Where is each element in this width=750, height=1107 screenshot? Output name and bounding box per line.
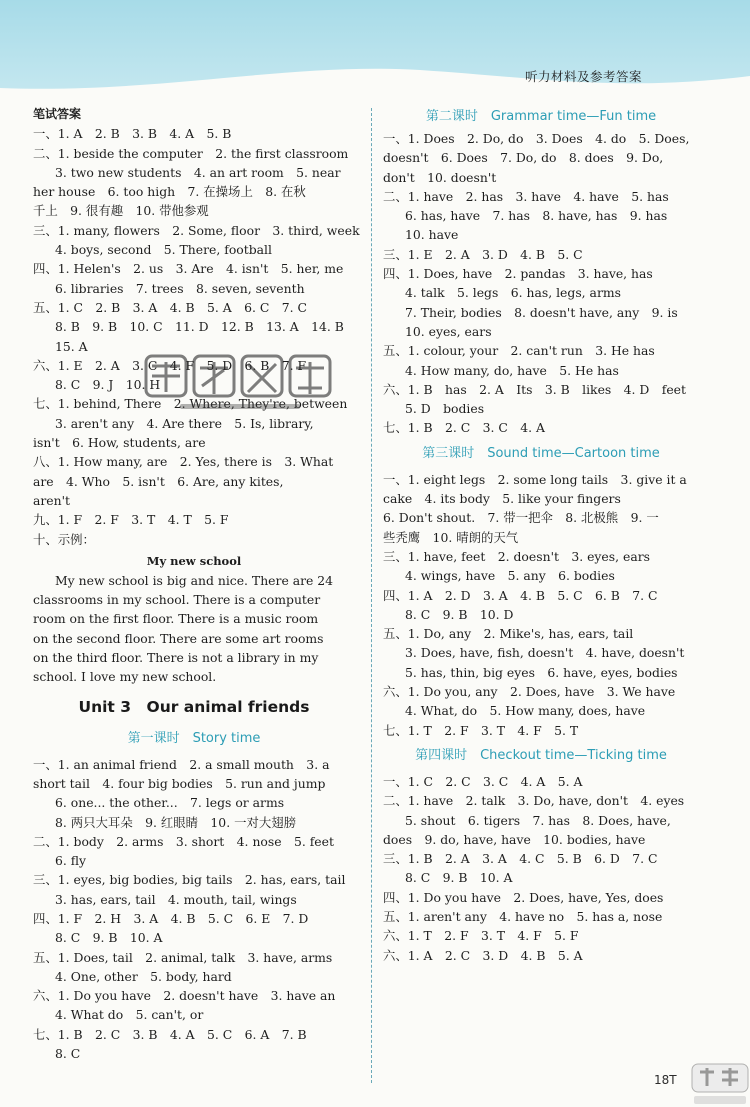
essay-line: room on the first floor. There is a music room xyxy=(33,611,319,627)
answer-line: 4. What, do 5. How many, does, have xyxy=(405,703,646,719)
section-title: 笔试答案 xyxy=(33,107,82,121)
answer-line: 4. boys, second 5. There, football xyxy=(55,242,272,258)
lesson-title: 第三课时 Sound time—Cartoon time xyxy=(422,445,660,461)
answer-line: 五、1. C 2. B 3. A 4. B 5. A 6. C 7. C xyxy=(33,299,307,315)
answer-line: 10. eyes, ears xyxy=(405,323,492,339)
answer-line: aren't xyxy=(33,492,71,508)
answer-line: 七、1. behind, There 2. Where, They're, between xyxy=(33,396,348,412)
answer-line: 3. aren't any 4. Are there 5. Is, library, xyxy=(55,415,314,431)
answer-line: 4. talk 5. legs 6. has, legs, arms xyxy=(405,285,621,301)
answer-line: 二、1. have 2. has 3. have 4. have 5. has xyxy=(383,188,669,204)
answer-line: 一、1. an animal friend 2. a small mouth 3. a xyxy=(33,756,330,772)
essay-title: My new school xyxy=(146,553,242,568)
answer-line: cake 4. its body 5. like your fingers xyxy=(383,491,621,507)
answer-line: 五、1. Do, any 2. Mike's, has, ears, tail xyxy=(383,626,634,642)
answer-line: 四、1. A 2. D 3. A 4. B 5. C 6. B 7. C xyxy=(383,587,658,603)
answer-line: 4. One, other 5. body, hard xyxy=(55,968,232,984)
answer-line: 五、1. Does, tail 2. animal, talk 3. have, arms xyxy=(33,949,333,965)
answer-line: 4. How many, do, have 5. He has xyxy=(405,362,619,378)
answer-line: 五、1. aren't any 4. have no 5. has a, nose xyxy=(383,908,663,924)
answer-line: 一、1. A 2. B 3. B 4. A 5. B xyxy=(33,126,232,142)
answer-line: 四、1. Helen's 2. us 3. Are 4. isn't 5. her, me xyxy=(33,261,344,277)
answer-line: 8. C 9. B 10. D xyxy=(405,606,514,622)
answer-line: 8. 两只大耳朵 9. 红眼睛 10. 一对大翅膀 xyxy=(55,814,297,830)
answer-line: 8. C 9. J 10. H xyxy=(55,377,161,393)
answer-line: 5. D bodies xyxy=(405,401,485,417)
answer-line: 千上 9. 很有趣 10. 带他参观 xyxy=(33,203,209,219)
answer-line: 六、1. E 2. A 3. C 4. F 5. D 6. B 7. F xyxy=(33,357,307,373)
answer-line: 5. shout 6. tigers 7. has 8. Does, have, xyxy=(405,812,671,828)
answer-line: 七、1. B 2. C 3. C 4. A xyxy=(383,420,546,436)
answer-line: 三、1. have, feet 2. doesn't 3. eyes, ears xyxy=(383,548,651,564)
lesson-title: 第二课时 Grammar time—Fun time xyxy=(425,109,657,124)
essay-line: on the second floor. There are some art rooms xyxy=(33,630,324,646)
answer-line: 三、1. B 2. A 3. A 4. C 5. B 6. D 7. C xyxy=(383,851,658,867)
answer-line: 五、1. colour, your 2. can't run 3. He has xyxy=(383,343,655,359)
answer-line: 七、1. T 2. F 3. T 4. F 5. T xyxy=(383,722,579,738)
answer-line: 7. Their, bodies 8. doesn't have, any 9. is xyxy=(405,304,678,320)
unit-title: Unit 3 Our animal friends xyxy=(78,697,310,716)
answer-line: 三、1. E 2. A 3. D 4. B 5. C xyxy=(383,246,583,262)
answer-line: 六、1. Do you have 2. doesn't have 3. have an xyxy=(33,988,336,1004)
answer-line: 四、1. Do you have 2. Does, have, Yes, does xyxy=(383,889,664,905)
answer-line: 15. A xyxy=(55,338,88,354)
answer-line: 一、1. C 2. C 3. C 4. A 5. A xyxy=(383,773,583,789)
answer-line: 些秃鹰 10. 晴朗的天气 xyxy=(383,529,519,545)
answer-line: 3. two new students 4. an art room 5. near xyxy=(55,164,341,180)
answer-line: 十、示例： xyxy=(33,531,95,547)
answer-line: isn't 6. How, students, are xyxy=(33,435,206,451)
header-title: 听力材料及参考答案 xyxy=(524,69,642,84)
answer-line: 6. libraries 7. trees 8. seven, seventh xyxy=(55,280,305,296)
answer-line: 三、1. many, flowers 2. Some, floor 3. third, week xyxy=(33,222,360,238)
answer-line: 八、1. How many, are 2. Yes, there is 3. What xyxy=(33,454,334,470)
answer-line: does 9. do, have, have 10. bodies, have xyxy=(383,831,646,847)
answer-line: 3. Does, have, fish, doesn't 4. have, doesn't xyxy=(405,645,685,661)
answer-line: don't 10. doesn't xyxy=(383,169,497,185)
lesson-title: 第一课时 Story time xyxy=(127,730,261,746)
answer-line: 6. one... the other... 7. legs or arms xyxy=(55,795,285,811)
corner-watermark-logo xyxy=(690,1058,750,1107)
left-column xyxy=(33,105,360,1063)
answer-line: 一、1. Does 2. Do, do 3. Does 4. do 5. Does, xyxy=(383,131,690,146)
answer-line: 6. has, have 7. has 8. have, has 9. has xyxy=(405,208,668,224)
answer-line: 二、1. beside the computer 2. the first classroom xyxy=(33,145,349,161)
answer-line: 四、1. F 2. H 3. A 4. B 5. C 6. E 7. D xyxy=(33,910,309,926)
answer-line: 3. has, ears, tail 4. mouth, tail, wings xyxy=(55,891,297,907)
answer-line: 二、1. have 2. talk 3. Do, have, don't 4. eyes xyxy=(383,793,685,809)
answer-line: short tail 4. four big bodies 5. run and jump xyxy=(33,775,326,791)
answer-line: 10. have xyxy=(405,227,459,243)
answer-line: 8. C xyxy=(55,1046,81,1062)
essay-line: classrooms in my school. There is a computer xyxy=(33,592,321,608)
essay-line: on the third floor. There is not a library in my xyxy=(33,650,319,666)
essay-line: school. I love my new school. xyxy=(33,669,217,685)
answer-line: 六、1. A 2. C 3. D 4. B 5. A xyxy=(383,947,583,963)
column-divider xyxy=(371,108,372,1083)
answer-line: 4. What do 5. can't, or xyxy=(55,1007,204,1023)
answers-block xyxy=(33,124,360,549)
answer-line: doesn't 6. Does 7. Do, do 8. does 9. Do, xyxy=(383,150,664,166)
answer-line: 四、1. Does, have 2. pandas 3. have, has xyxy=(383,266,653,282)
answer-line: 三、1. eyes, big bodies, big tails 2. has, ears, tail xyxy=(33,872,346,888)
answer-line: 8. C 9. B 10. A xyxy=(405,870,513,886)
right-column xyxy=(383,105,699,965)
answer-line: are 4. Who 5. isn't 6. Are, any kites, xyxy=(33,473,284,489)
answer-line: 九、1. F 2. F 3. T 4. T 5. F xyxy=(33,512,229,528)
page-number: 18T xyxy=(654,1073,677,1087)
answer-line: 8. B 9. B 10. C 11. D 12. B 13. A 14. B xyxy=(55,319,344,335)
answer-line: 七、1. B 2. C 3. B 4. A 5. C 6. A 7. B xyxy=(33,1026,307,1042)
answer-line: 4. wings, have 5. any 6. bodies xyxy=(405,568,615,584)
answer-line: 六、1. Do you, any 2. Does, have 3. We have xyxy=(383,684,676,700)
answer-line: her house 6. too high 7. 在操场上 8. 在秋 xyxy=(33,184,306,200)
answer-line: 六、1. B has 2. A Its 3. B likes 4. D feet xyxy=(383,381,686,397)
answer-line: 六、1. T 2. F 3. T 4. F 5. F xyxy=(383,928,579,944)
answer-line: 8. C 9. B 10. A xyxy=(55,930,163,946)
answer-line: 6. fly xyxy=(55,853,87,869)
answer-line: 二、1. body 2. arms 3. short 4. nose 5. feet xyxy=(33,833,334,849)
lesson-title: 第四课时 Checkout time—Ticking time xyxy=(415,747,667,763)
answer-line: 6. Don't shout. 7. 带一把伞 8. 北极熊 9. 一 xyxy=(383,510,659,526)
essay-line: My new school is big and nice. There are 24 xyxy=(55,572,334,588)
answer-line: 一、1. eight legs 2. some long tails 3. give it a xyxy=(383,471,687,487)
answer-line: 5. has, thin, big eyes 6. have, eyes, bodies xyxy=(405,664,678,680)
